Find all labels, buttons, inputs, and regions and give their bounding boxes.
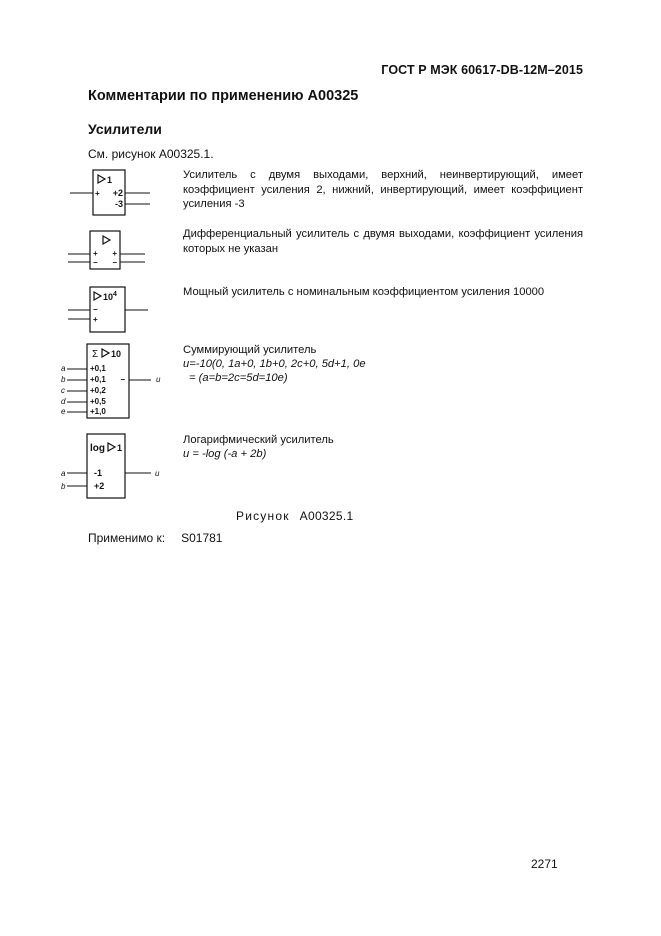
standard-designation: ГОСТ Р МЭК 60617-DB-12M–2015 [381, 63, 583, 77]
logarithmic-amplifier-symbol [55, 430, 170, 502]
svg-text:10: 10 [111, 349, 122, 359]
svg-text:b: b [61, 482, 66, 491]
svg-text:−: − [120, 375, 125, 384]
differential-amplifier-symbol [60, 224, 160, 272]
svg-text:-1: -1 [94, 468, 103, 478]
svg-text:c: c [61, 386, 65, 395]
svg-text:+0,5: +0,5 [90, 397, 106, 406]
amplifier-two-outputs-symbol [60, 166, 160, 220]
svg-text:-3: -3 [114, 199, 123, 209]
amplifier-description-5: Логарифмический усилитель [183, 434, 334, 446]
amplifier-triangle-icon [98, 175, 105, 183]
section-subtitle: Усилители [88, 121, 162, 137]
section-title: Комментарии по применению A00325 [88, 88, 359, 104]
svg-text:+0,1: +0,1 [90, 364, 106, 373]
svg-text:u: u [156, 375, 161, 384]
caption-word: Рисунок [236, 509, 290, 523]
svg-text:−: − [112, 258, 117, 267]
svg-text:1: 1 [107, 175, 113, 185]
svg-text:+: + [95, 189, 100, 198]
figure-caption [236, 509, 353, 523]
svg-text:e: e [61, 407, 66, 416]
svg-text:+: + [112, 249, 117, 258]
svg-text:+: + [93, 315, 98, 324]
applicability-code: S01781 [181, 531, 223, 545]
amplifier-triangle-icon [102, 349, 109, 357]
amplifier-description-4: Суммирующий усилитель [183, 344, 317, 356]
svg-text:104: $10^4$ [103, 291, 117, 302]
applicability [88, 531, 222, 545]
amplifier-triangle-icon [94, 292, 101, 300]
svg-text:+: + [93, 249, 98, 258]
amplifier-description-2: Дифференциальный усилитель с двумя выходами, коэффициент усиления которых не указан [183, 228, 583, 255]
power-amplifier-symbol [60, 281, 160, 335]
logarithmic-formula: u = -log (-a + 2b) [183, 448, 267, 460]
amplifier-triangle-icon [108, 443, 115, 451]
svg-text:b: b [61, 375, 66, 384]
svg-text:−: − [93, 305, 98, 314]
figure-reference: См. рисунок A00325.1. [88, 147, 214, 161]
svg-text:+2: +2 [112, 188, 123, 198]
applicability-label: Применимо к: [88, 531, 166, 545]
svg-text:log: log [90, 443, 105, 454]
svg-text:+0,1: +0,1 [90, 375, 106, 384]
page-number: 2271 [531, 857, 558, 871]
summing-formula-line-1: u=-10(0, 1a+0, 1b+0, 2c+0, 5d+1, 0e [183, 358, 366, 370]
summing-formula-line-2: = (a=b=2c=5d=10e) [189, 372, 288, 384]
svg-text:+1,0: +1,0 [90, 407, 106, 416]
svg-text:a: a [61, 469, 66, 478]
svg-text:Σ: Σ [92, 349, 99, 360]
svg-text:d: d [61, 397, 66, 406]
svg-text:u: u [155, 469, 160, 478]
svg-text:+2: +2 [94, 481, 105, 491]
amplifier-triangle-icon [103, 236, 110, 244]
svg-text:−: − [93, 258, 98, 267]
caption-number: A00325.1 [299, 509, 354, 523]
amplifier-description-3: Мощный усилитель с номинальным коэффициентом усиления 10000 [183, 286, 545, 298]
svg-text:a: a [61, 364, 66, 373]
amplifier-description-1: Усилитель с двумя выходами, верхний, неинвертирующий, имеет коэффициент усиления 2, нижний, инвертирующий, имеет коэффициент усиления -3 [183, 169, 583, 210]
summing-amplifier-symbol [55, 340, 170, 420]
svg-text:1: 1 [117, 443, 123, 453]
svg-text:+0,2: +0,2 [90, 386, 106, 395]
